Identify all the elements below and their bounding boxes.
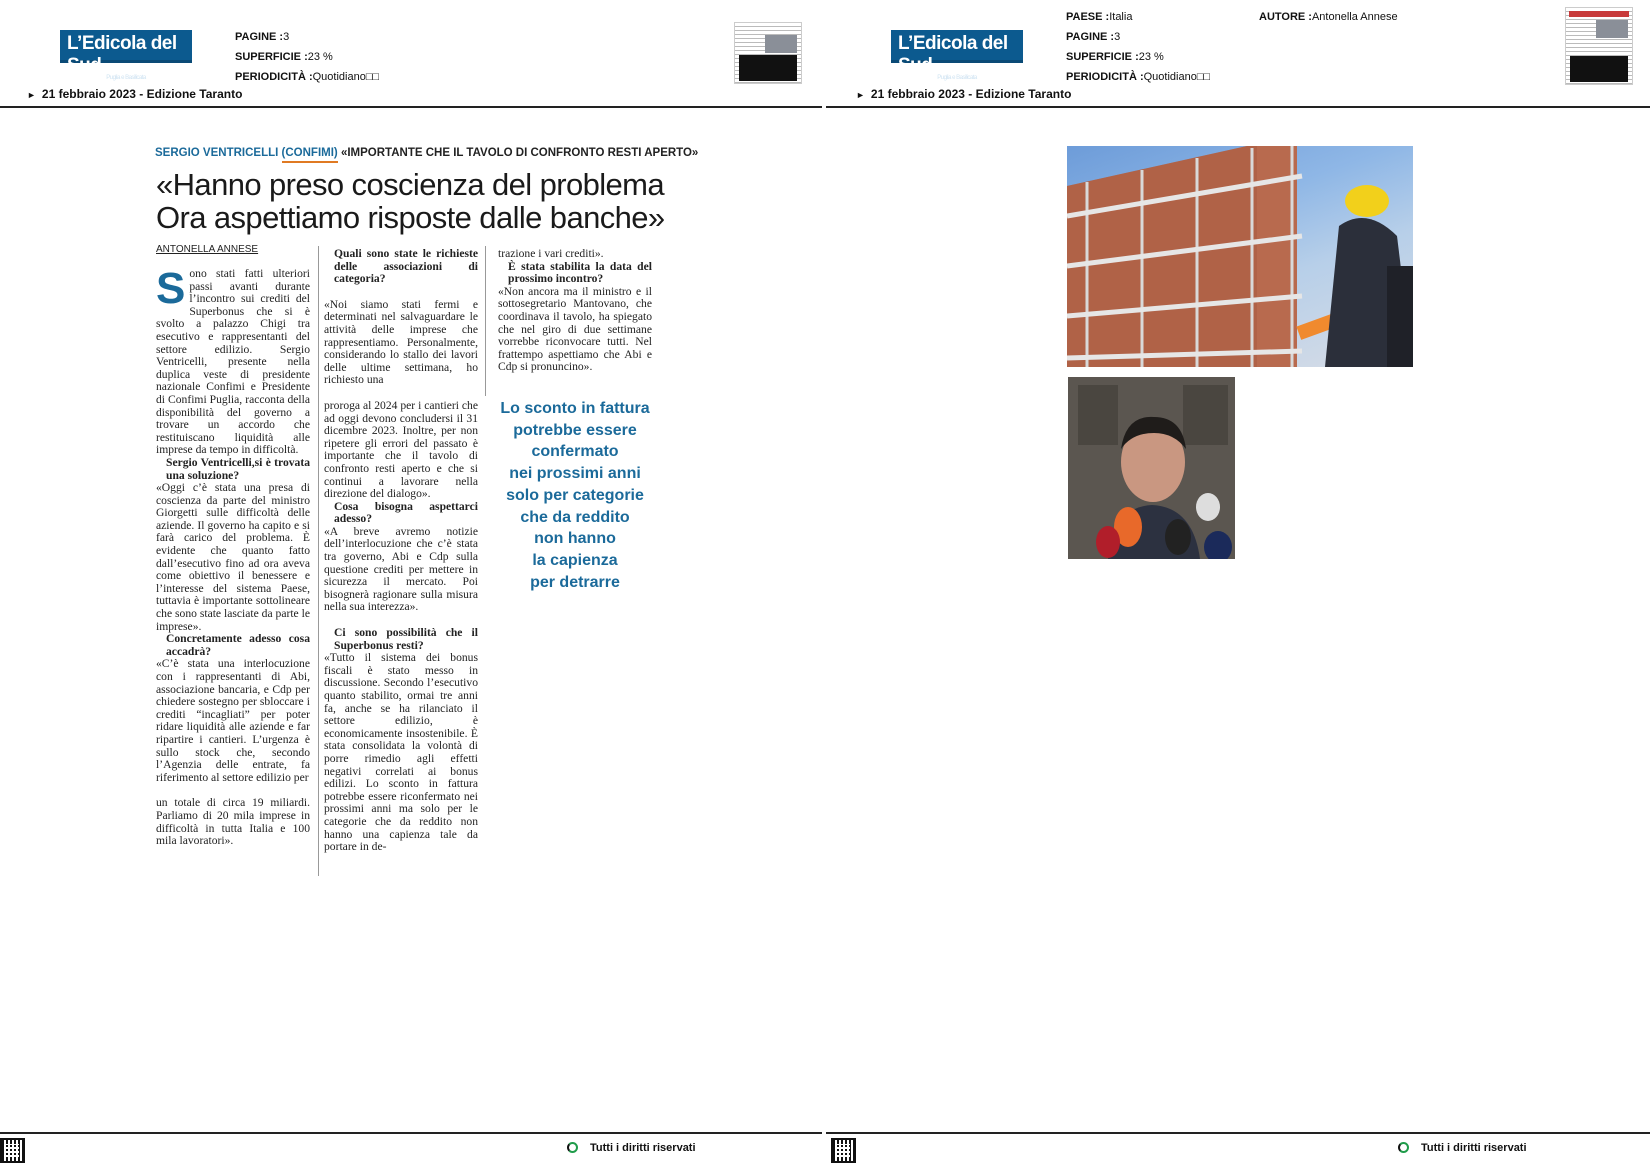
periodicita-row	[235, 67, 379, 87]
construction-scaffolding-photo	[1067, 146, 1413, 367]
pagine-row	[1066, 27, 1210, 47]
circle-icon	[1398, 1142, 1409, 1153]
pull-quote-line: per detrarre	[530, 573, 620, 591]
autore-label: AUTORE :	[1259, 11, 1312, 23]
periodicita-label: PERIODICITÀ :	[235, 71, 313, 83]
question-3: Quali sono state le richieste delle associazioni di categoria?	[334, 248, 478, 286]
rights-text: Tutti i diritti riservati	[590, 1142, 696, 1154]
dateline-text: 21 febbraio 2023 - Edizione Taranto	[41, 87, 243, 101]
pagine-label: PAGINE :	[1066, 31, 1115, 43]
pagine-label: PAGINE :	[235, 31, 284, 43]
dateline	[27, 87, 242, 101]
meta-block	[235, 27, 379, 87]
question-1: Sergio Ventricelli,si è trovata una soluzione?	[166, 455, 310, 482]
superficie-label: SUPERFICIE :	[1066, 51, 1139, 63]
thumbnail-image	[1596, 20, 1628, 38]
pull-quote-line: potrebbe essere	[513, 421, 637, 439]
pagine-value: 3	[283, 31, 290, 43]
question-5: Ci sono possibilità che il Superbonus resti?	[334, 626, 478, 652]
intro-paragraph: ono stati fatti ulteriori passi avanti durante l’incontro sui crediti del Superbonus che si è svolto a palazzo Chigi tra esecutivo e rappresentanti del settore edilizio. Sergio Ventricelli, presente nella duplica veste di presidente nazionale Confimi e Presidente di Confimi Puglia, racconta della disponibilità del governo a trovare un accordo che restituiscano liquidità alle imprese da tempo in difficoltà.	[156, 268, 310, 457]
pull-quote-line: non hanno	[534, 530, 616, 548]
pagine-value: 3	[1114, 31, 1121, 43]
logo-subtitle: Puglia e Basilicata	[937, 75, 977, 81]
rights-notice	[1398, 1142, 1527, 1154]
periodicita-value: Quotidiano□□	[1143, 71, 1211, 83]
pull-quote-line: solo per categorie	[506, 486, 644, 504]
superficie-value: 23 %	[1138, 51, 1164, 63]
question-4: Cosa bisogna aspettarci adesso?	[334, 499, 478, 526]
pull-quote-line: nei prossimi anni	[509, 465, 641, 483]
superficie-label: SUPERFICIE :	[235, 51, 308, 63]
thumbnail-block	[739, 55, 797, 81]
qr-code-icon[interactable]	[0, 1138, 25, 1163]
question-2: Concretamente adesso cosa accadrà?	[166, 632, 310, 658]
dateline	[856, 87, 1071, 101]
scaffolding-illustration	[1067, 146, 1413, 367]
pagine-row	[235, 27, 379, 47]
article-column-1	[156, 268, 310, 876]
kicker-name: SERGIO VENTRICELLI	[155, 147, 279, 159]
answer-5: «Tutto il sistema dei bonus fiscali è stato messo in discussione. Secondo l’esecutivo quanto stabilito, ormai tre anni fa, anche se ha rilanciato il settore edilizio, è economicamente insostenibile. È stata consolidata la volontà di porre rimedio agli effetti negativi correlati ai bonus edilizi. Lo sconto in fattura potrebbe essere riconfermato nei prossimi anni ma solo per le categorie che da reddito non hanno una capienza tale da portare in de-	[324, 651, 478, 854]
article-column-2	[324, 248, 478, 878]
pull-quote	[495, 398, 655, 593]
article-column-3	[498, 248, 652, 388]
article-byline: ANTONELLA ANNESE	[156, 244, 259, 255]
pull-quote-line: Lo sconto in fattura	[500, 400, 650, 417]
question-6: È stata stabilita la data del prossimo incontro?	[508, 259, 652, 286]
answer-4: «A breve avremo notizie dell’interlocuzione che c’è stata tra governo, Abi e Cdp sulla questione crediti per mettere in sicurezza il mercato. Poi bisognerà ragionare sulla misura nella sua interezza».	[324, 524, 478, 614]
rights-notice	[567, 1142, 696, 1154]
meta-block	[1066, 7, 1210, 87]
arrow-right-icon: ►	[27, 90, 36, 100]
thumbnail-banner	[1569, 11, 1629, 17]
answer-6: «Non ancora ma il ministro e il sottosegretario Mantovano, che coordinava il tavolo, ha spiegato che nel giro di due settimane vorrebbe riconvocare tutti. Nel frattempo aspettiamo che Abi e Cdp si pronuncino».	[498, 284, 652, 374]
answer-3-cont: proroga al 2024 per i cantieri che ad oggi devono concludersi il 31 dicembre 2023. Inoltre, per non ripetere gli errori del passato è importante che il tavolo di confronto resti aperto e che si continui a lavorare nella direzione del dialogo».	[324, 398, 478, 501]
drop-cap: S	[156, 268, 186, 313]
logo-text: L’Edicola del Sud	[898, 33, 1008, 76]
logo-text: L’Edicola del Sud	[67, 33, 177, 76]
periodicita-value: Quotidiano□□	[312, 71, 380, 83]
answer-5-cont: trazione i vari crediti».	[498, 248, 604, 260]
qr-code-icon[interactable]	[831, 1138, 856, 1163]
newspaper-logo	[891, 30, 1023, 81]
kicker-org: (CONFIMI)	[282, 147, 338, 163]
article-kicker	[155, 147, 698, 159]
autore-block	[1259, 7, 1398, 27]
headline-line-2: Ora aspettiamo risposte dalle banche»	[156, 200, 665, 235]
footer-rule	[826, 1132, 1650, 1134]
dateline-text: 21 febbraio 2023 - Edizione Taranto	[870, 87, 1072, 101]
answer-3: «Noi siamo stati fermi e determinati nel salvaguardare le attività delle imprese che rappresentiamo. Personalmente, considerando lo stallo dei lavori delle ultime settimana, ho richiesto una	[324, 297, 478, 387]
header-rule	[826, 106, 1650, 108]
right-page	[826, 0, 1650, 1169]
column-divider	[485, 246, 486, 396]
page-thumbnail[interactable]	[1565, 7, 1633, 85]
portrait-illustration	[1068, 377, 1235, 559]
portrait-interview-photo	[1068, 377, 1235, 559]
superficie-value: 23 %	[307, 51, 333, 63]
superficie-row	[235, 47, 379, 67]
kicker-quote: «IMPORTANTE CHE IL TAVOLO DI CONFRONTO RESTI APERTO»	[340, 147, 699, 159]
paese-row	[1066, 7, 1210, 27]
pull-quote-line: che da reddito	[520, 508, 630, 526]
newspaper-logo	[60, 30, 192, 81]
article-headline	[156, 168, 706, 234]
rights-text: Tutti i diritti riservati	[1421, 1142, 1527, 1154]
periodicita-row	[1066, 67, 1210, 87]
thumbnail-block	[1570, 56, 1628, 82]
paese-label: PAESE :	[1066, 11, 1110, 23]
logo-subtitle: Puglia e Basilicata	[106, 75, 146, 81]
thumbnail-image	[765, 35, 797, 53]
footer-rule	[0, 1132, 822, 1134]
left-page	[0, 0, 822, 1169]
paese-value: Italia	[1109, 11, 1133, 23]
column-divider	[318, 246, 319, 876]
periodicita-label: PERIODICITÀ :	[1066, 71, 1144, 83]
header-rule	[0, 106, 822, 108]
arrow-right-icon: ►	[856, 90, 865, 100]
pull-quote-line: confermato	[531, 443, 619, 461]
autore-value: Antonella Annese	[1311, 11, 1398, 23]
answer-2-cont: un totale di circa 19 miliardi. Parliamo di 20 mila imprese in difficoltà in tutta Italia e 100 mila lavoratori».	[156, 796, 310, 848]
circle-icon	[567, 1142, 578, 1153]
pull-quote-line: la capienza	[532, 551, 618, 569]
superficie-row	[1066, 47, 1210, 67]
headline-line-1: «Hanno preso coscienza del problema	[156, 167, 665, 202]
page-thumbnail[interactable]	[734, 22, 802, 84]
answer-1: «Oggi c’è stata una presa di coscienza da parte del ministro Giorgetti sulle difficoltà delle aziende. Il governo ha capito e si farà carico del problema. È evidente che quanto fatto dall’esecutivo fino ad ora aveva come obiettivo il benessere e l’interesse del sistema Paese, tuttavia è importante sottolineare che sono state lasciate da parte le imprese».	[156, 481, 310, 633]
answer-2: «C’è stata una interlocuzione con i rappresentanti di Abi, associazione bancaria, e Cdp per chiedere sostegno per sbloccare i crediti “incagliati” per poter ridare liquidità alle aziende e far ripartire i cantieri. L’urgenza è sullo stock che, secondo l’Agenzia delle entrate, fa riferimento al settore edilizio per	[156, 657, 310, 784]
